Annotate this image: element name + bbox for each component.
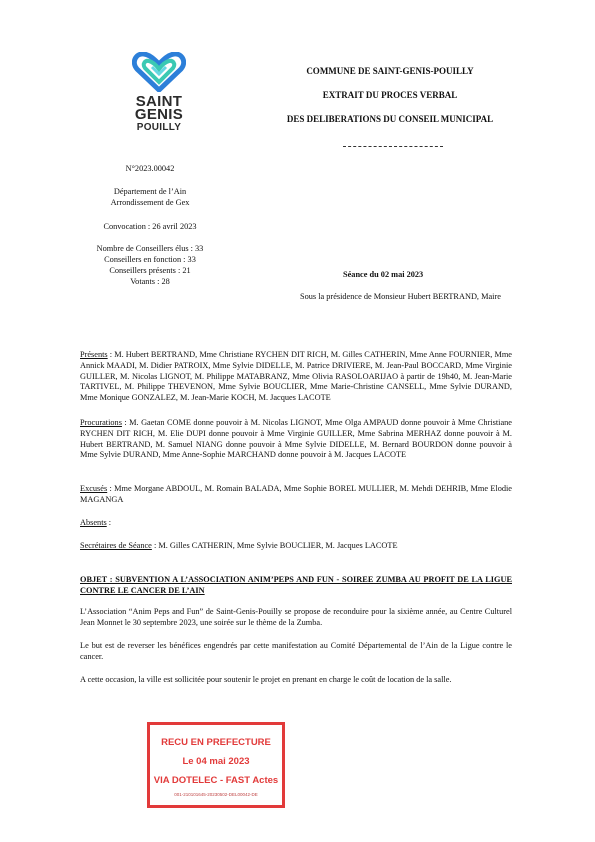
stamp-line-via: VIA DOTELEC - FAST Actes: [153, 775, 279, 786]
seance-date: Séance du 02 mai 2023: [343, 270, 424, 279]
commune-logo: [128, 52, 190, 134]
prefecture-stamp: [147, 722, 285, 808]
heart-logo-icon: [132, 52, 186, 92]
absents-paragraph: [80, 518, 512, 529]
secretaires-label: Secrétaires de Séance: [80, 541, 152, 550]
secretaires-list: : M. Gilles CATHERIN, Mme Sylvie BOUCLIER, M. Jacques LACOTE: [151, 541, 398, 550]
arrondissement: Arrondissement de Gex: [110, 198, 190, 207]
seance-presidence: Sous la présidence de Monsieur Hubert BERTRAND, Maire: [300, 292, 501, 301]
stamp-line-date: Le 04 mai 2023: [182, 756, 250, 767]
conseillers-presents: Conseillers présents : 21: [109, 266, 191, 275]
stamp-line-reference: 001-210101645-20230502-DEL00042-DE: [174, 792, 258, 797]
conseillers-fonction: Conseillers en fonction : 33: [104, 255, 196, 264]
excuses-list: : Mme Morgane ABDOUL, M. Romain BALADA, Mme Sophie BOREL MULLIER, M. Mehdi DEHRIB, Mme Elodie MAGANGA: [80, 484, 512, 504]
header-commune: COMMUNE DE SAINT-GENIS-POUILLY: [306, 66, 474, 76]
presents-list: : M. Hubert BERTRAND, Mme Christiane RYCHEN DIT RICH, M. Gilles CATHERIN, Mme Anne FOURNIER, Mme Annick MAADI, M. Didier PATROIX, Mme Sylvie DIDELLE, M. Patrice DRIVIERE, M. Jean-Paul BOCCARD, Mme Virginie GUILLER, M. Nicolas LIGNOT, M. Philippe MATABRANZ, Mme Olivia RASOLOARIJAO à partir de 19h40, M. Jean-Marie TARTIVEL, M. Philippe THEVENON, Mme Sylvie BOUCLIER, Mme Marie-Christine CANSELL, Mme Sylvie DURAND, Mme Monique GONZALEZ, M. Jean-Marie KOCH, M. Jacques LACOTE: [80, 350, 512, 403]
paragraph-3-text: A cette occasion, la ville est sollicitée pour soutenir le projet en prenant en charge le coût de location de la salle.: [80, 675, 452, 684]
absents-list: :: [106, 518, 112, 527]
paragraph-2: [80, 641, 512, 663]
deliberation-number: N°2023.00042: [125, 164, 175, 173]
objet-text: OBJET : SUBVENTION A L’ASSOCIATION ANIM’PEPS AND FUN - SOIREE ZUMBA AU PROFIT DE LA LIGUE CONTRE LE CANCER DE L’AIN: [80, 575, 512, 595]
departement: Département de l’Ain: [113, 187, 187, 196]
absents-label: Absents: [80, 518, 107, 527]
paragraph-1: [80, 607, 512, 629]
presents-label: Présents: [80, 350, 108, 359]
procurations-paragraph: [80, 418, 512, 461]
conseillers-elus: Nombre de Conseillers élus : 33: [96, 244, 204, 253]
header-deliberations: DES DELIBERATIONS DU CONSEIL MUNICIPAL: [286, 114, 494, 124]
paragraph-1-text: L’Association “Anim Peps and Fun” de Saint-Genis-Pouilly se propose de reconduire pour la sixième année, au Centre Culturel Jean Monnet le 30 septembre 2023, une soirée sur le thème de la Zumba.: [80, 607, 512, 627]
excuses-label: Excusés: [80, 484, 108, 493]
votants: Votants : 28: [130, 277, 170, 286]
procurations-label: Procurations: [80, 418, 122, 427]
objet-title: [80, 575, 512, 597]
header-extrait: EXTRAIT DU PROCES VERBAL: [322, 90, 458, 100]
logo-line-saint: SAINT: [135, 93, 183, 110]
header-divider: [343, 146, 443, 147]
procurations-list: : M. Gaetan COME donne pouvoir à M. Nicolas LIGNOT, Mme Olga AMPAUD donne pouvoir à Mme Christiane RYCHEN DIT RICH, M. Elie DUPI donne pouvoir à Mme Virginie GUILLER, Mme Sabrina MERHAZ donne pouvoir à M. Hubert BERTRAND, M. Samuel NIANG donne pouvoir à Mme Sylvie DIDELLE, M. Bernard BOURDON donne pouvoir à Mme Sylvie DURAND, Mme Anne-Sophie MARCHAND donne pouvoir à M. Jacques LACOTE: [80, 418, 512, 460]
excuses-paragraph: [80, 484, 512, 506]
convocation-date: Convocation : 26 avril 2023: [103, 222, 197, 231]
presents-paragraph: [80, 350, 512, 404]
logo-line-genis: GENIS: [134, 106, 184, 123]
logo-line-pouilly: POUILLY: [136, 122, 182, 133]
stamp-line-recu: RECU EN PREFECTURE: [161, 737, 271, 748]
paragraph-3: [80, 675, 512, 686]
paragraph-2-text: Le but est de reverser les bénéfices engendrés par cette manifestation au Comité Départemental de l’Ain de la Ligue contre le cancer.: [80, 641, 512, 661]
secretaires-paragraph: [80, 541, 512, 552]
